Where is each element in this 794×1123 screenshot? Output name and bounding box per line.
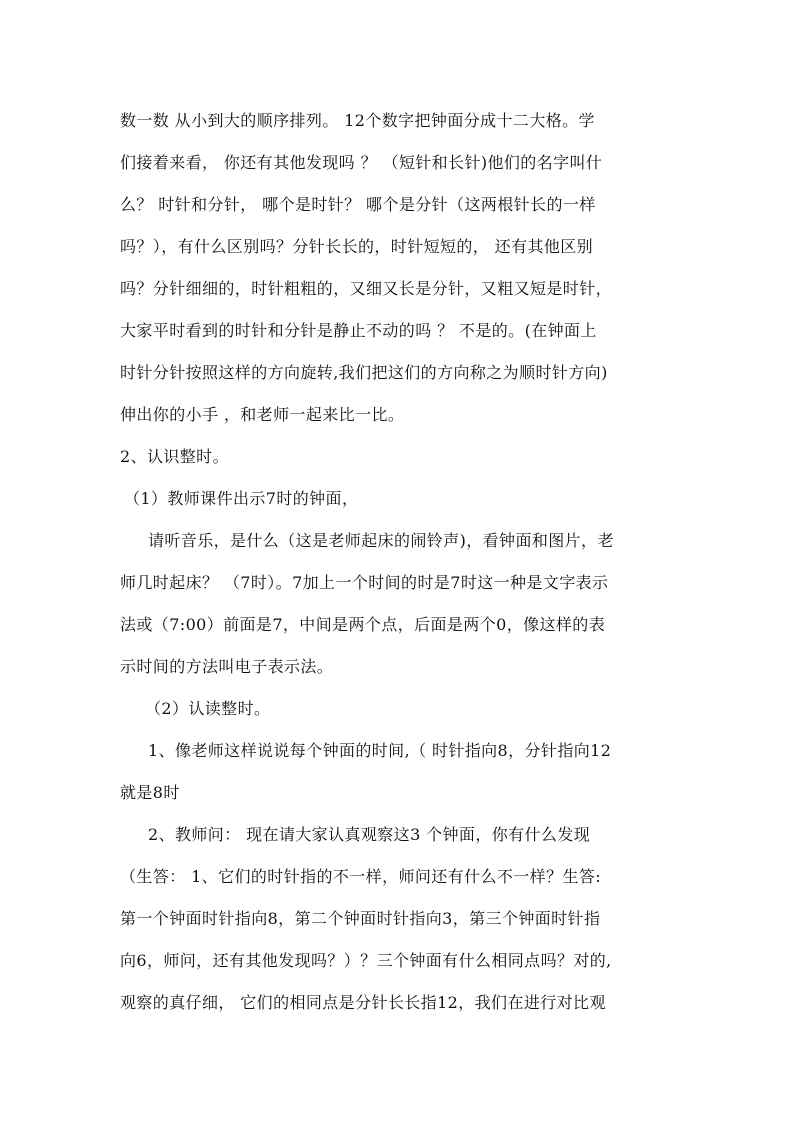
text-line: 就是8时 [120,783,180,802]
document-body [120,100,678,1024]
text-line: 么？ 时针和分针， 哪个是时针？ 哪个是分针（这两根针长的一样 [120,195,596,214]
paragraph-first-line: 请听音乐，是什么（这是老师起床的闹铃声)，看钟面和图片，老 [148,531,614,550]
text-line: 数一数 从小到大的顺序排列。 12个数字把钟面分成十二大格。学 [120,111,595,130]
text-line: 观察的真仔细， 它们的相同点是分针长长指12，我们在进行对比观 [120,993,606,1012]
text-line: 时针分针按照这样的方向旋转,我们把这们的方向称之为顺时针方向) [120,363,608,382]
paragraph-first-line: 2、教师问： 现在请大家认真观察这3 个钟面，你有什么发现 [148,825,591,844]
text-line: 吗？分针细细的，时针粗粗的，又细又长是分针，又粗又短是时针， [120,279,613,298]
text-line: 向6，师问，还有其他发现吗？）？三个钟面有什么相同点吗？对的, [120,951,612,970]
text-line: 示时间的方法叫电子表示法。 [120,657,334,676]
text-line: 大家平时看到的时针和分针是静止不动的吗 ？ 不是的。(在钟面上 [120,321,597,340]
text-line: 法或（7:00）前面是7，中间是两个点，后面是两个0，像这样的表 [120,615,606,634]
text-line: 第一个钟面时针指向8，第二个钟面时针指向3，第三个钟面时针指 [120,909,601,928]
text-line: 师几时起床？ （7时）。7加上一个时间的时是7时这一种是文字表示 [120,573,609,592]
subsection-heading: （1）教师课件出示7时的钟面， [124,489,359,508]
text-line: 们接着来看， 你还有其他发现吗 ？ （短针和长针)他们的名字叫什 [120,153,603,172]
text-line: （生答： 1、它们的时针指的不一样，师问还有什么不一样？生答: [120,867,602,886]
paragraph-first-line: 1、像老师这样说说每个钟面的时间,（ 时针指向8，分针指向12 [148,741,612,760]
text-line: 伸出你的小手 ，和老师一起来比一比。 [120,405,405,424]
subsection-heading: （2）认读整时。 [145,699,271,718]
text-line: 吗？），有什么区别吗？分针长长的，时针短短的， 还有其他区别 [120,237,594,256]
section-heading: 2、认识整时。 [120,447,229,466]
